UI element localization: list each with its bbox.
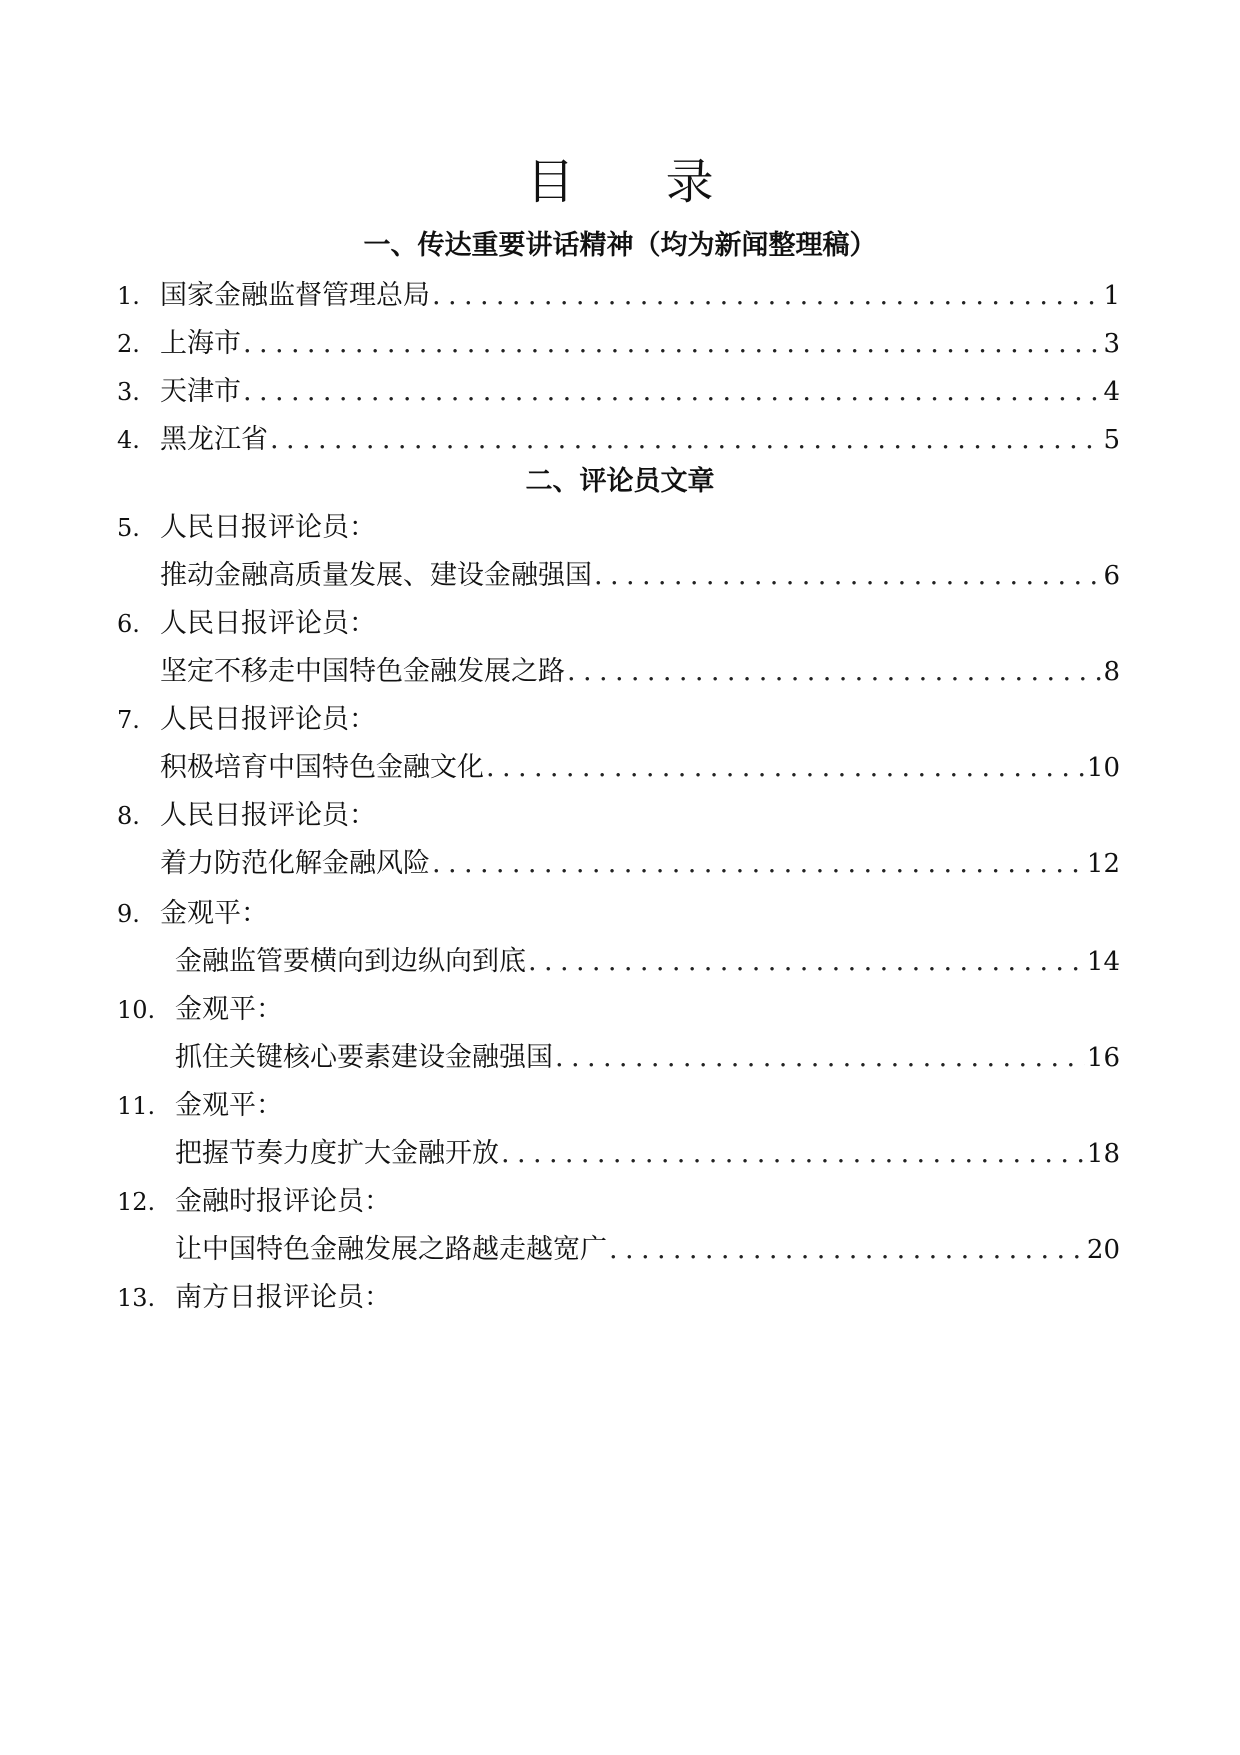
toc-entry[interactable]	[0, 940, 1240, 984]
entry-line	[160, 554, 1120, 598]
toc-entry[interactable]	[0, 274, 1240, 318]
entry-line	[160, 746, 1120, 790]
toc-entry-author	[0, 698, 1240, 742]
dot-leader	[501, 1132, 1085, 1176]
dot-leader	[528, 940, 1085, 984]
dot-leader	[243, 370, 1101, 414]
entry-title: 把握节奏力度扩大金融开放	[175, 1138, 499, 1169]
toc-entry-author	[0, 506, 1240, 550]
entry-author: 金观平：	[175, 994, 283, 1025]
entry-line	[160, 274, 1120, 318]
entry-title: 抓住关键核心要素建设金融强国	[175, 1042, 553, 1073]
dot-leader	[555, 1036, 1085, 1080]
entry-page-number: 10	[1086, 753, 1120, 783]
entry-author: 金观平：	[160, 898, 268, 929]
entry-page-number: 4	[1103, 377, 1120, 407]
entry-title: 坚定不移走中国特色金融发展之路	[160, 656, 565, 687]
entry-line	[160, 418, 1120, 462]
entry-line	[175, 940, 1120, 984]
entry-author: 人民日报评论员：	[160, 800, 376, 831]
entry-number: 8.	[117, 802, 140, 830]
entry-page-number: 12	[1086, 849, 1120, 879]
entry-number: 11.	[117, 1092, 156, 1120]
entry-line	[160, 650, 1120, 694]
toc-entry[interactable]	[0, 746, 1240, 790]
entry-page-number: 1	[1103, 281, 1120, 311]
toc-entry-author	[0, 1180, 1240, 1224]
toc-entry[interactable]	[0, 842, 1240, 886]
entry-page-number: 18	[1086, 1139, 1120, 1169]
toc-entry[interactable]	[0, 322, 1240, 366]
entry-number: 9.	[117, 900, 140, 928]
toc-entry-author	[0, 602, 1240, 646]
entry-author: 金观平：	[175, 1090, 283, 1121]
dot-leader	[432, 842, 1085, 886]
dot-leader	[432, 274, 1101, 318]
entry-number: 1.	[117, 282, 140, 310]
entry-author: 人民日报评论员：	[160, 608, 376, 639]
entry-page-number: 20	[1086, 1235, 1120, 1265]
entry-number: 2.	[117, 330, 140, 358]
toc-entry-author	[0, 892, 1240, 936]
entry-author: 金融时报评论员：	[175, 1186, 391, 1217]
entry-title: 推动金融高质量发展、建设金融强国	[160, 560, 592, 591]
entry-author: 人民日报评论员：	[160, 512, 376, 543]
entry-number: 12.	[117, 1188, 156, 1216]
entry-page-number: 6	[1103, 561, 1120, 591]
entry-page-number: 3	[1103, 329, 1120, 359]
section-heading-1: 一、传达重要讲话精神（均为新闻整理稿）	[363, 230, 877, 261]
dot-leader	[243, 322, 1101, 366]
entry-title: 黑龙江省	[160, 424, 268, 455]
entry-line	[160, 370, 1120, 414]
toc-entry[interactable]	[0, 650, 1240, 694]
entry-title: 让中国特色金融发展之路越走越宽广	[175, 1234, 607, 1265]
entry-number: 7.	[117, 706, 140, 734]
entry-title: 金融监管要横向到边纵向到底	[175, 946, 526, 977]
entry-page-number: 5	[1103, 425, 1120, 455]
entry-line	[160, 322, 1120, 366]
entry-line	[175, 1228, 1120, 1272]
entry-number: 3.	[117, 378, 140, 406]
toc-entry[interactable]	[0, 418, 1240, 462]
toc-entry-author	[0, 794, 1240, 838]
entry-number: 6.	[117, 610, 140, 638]
entry-line	[160, 842, 1120, 886]
toc-entry-author	[0, 1084, 1240, 1128]
toc-entry[interactable]	[0, 1036, 1240, 1080]
entry-line	[175, 1036, 1120, 1080]
dot-leader	[609, 1228, 1085, 1272]
entry-title: 积极培育中国特色金融文化	[160, 752, 484, 783]
entry-number: 10.	[117, 996, 156, 1024]
entry-number: 13.	[117, 1284, 156, 1312]
dot-leader	[567, 650, 1101, 694]
toc-entry-author	[0, 988, 1240, 1032]
toc-entry-author	[0, 1276, 1240, 1320]
toc-entry[interactable]	[0, 1228, 1240, 1272]
entry-number: 5.	[117, 514, 140, 542]
entry-page-number: 16	[1086, 1043, 1120, 1073]
toc-entry[interactable]	[0, 554, 1240, 598]
entry-author: 南方日报评论员：	[175, 1282, 391, 1313]
entry-title: 天津市	[160, 376, 241, 407]
dot-leader	[486, 746, 1085, 790]
dot-leader	[594, 554, 1101, 598]
toc-entry[interactable]	[0, 370, 1240, 414]
toc-entry[interactable]	[0, 1132, 1240, 1176]
entry-line	[175, 1132, 1120, 1176]
entry-page-number: 14	[1086, 947, 1120, 977]
entry-page-number: 8	[1103, 657, 1120, 687]
entry-number: 4.	[117, 426, 140, 454]
entry-title: 着力防范化解金融风险	[160, 848, 430, 879]
entry-author: 人民日报评论员：	[160, 704, 376, 735]
section-heading-2: 二、评论员文章	[525, 466, 715, 497]
entry-title: 上海市	[160, 328, 241, 359]
entry-title: 国家金融监督管理总局	[160, 280, 430, 311]
page-title: 目 录	[526, 154, 752, 210]
dot-leader	[270, 418, 1101, 462]
